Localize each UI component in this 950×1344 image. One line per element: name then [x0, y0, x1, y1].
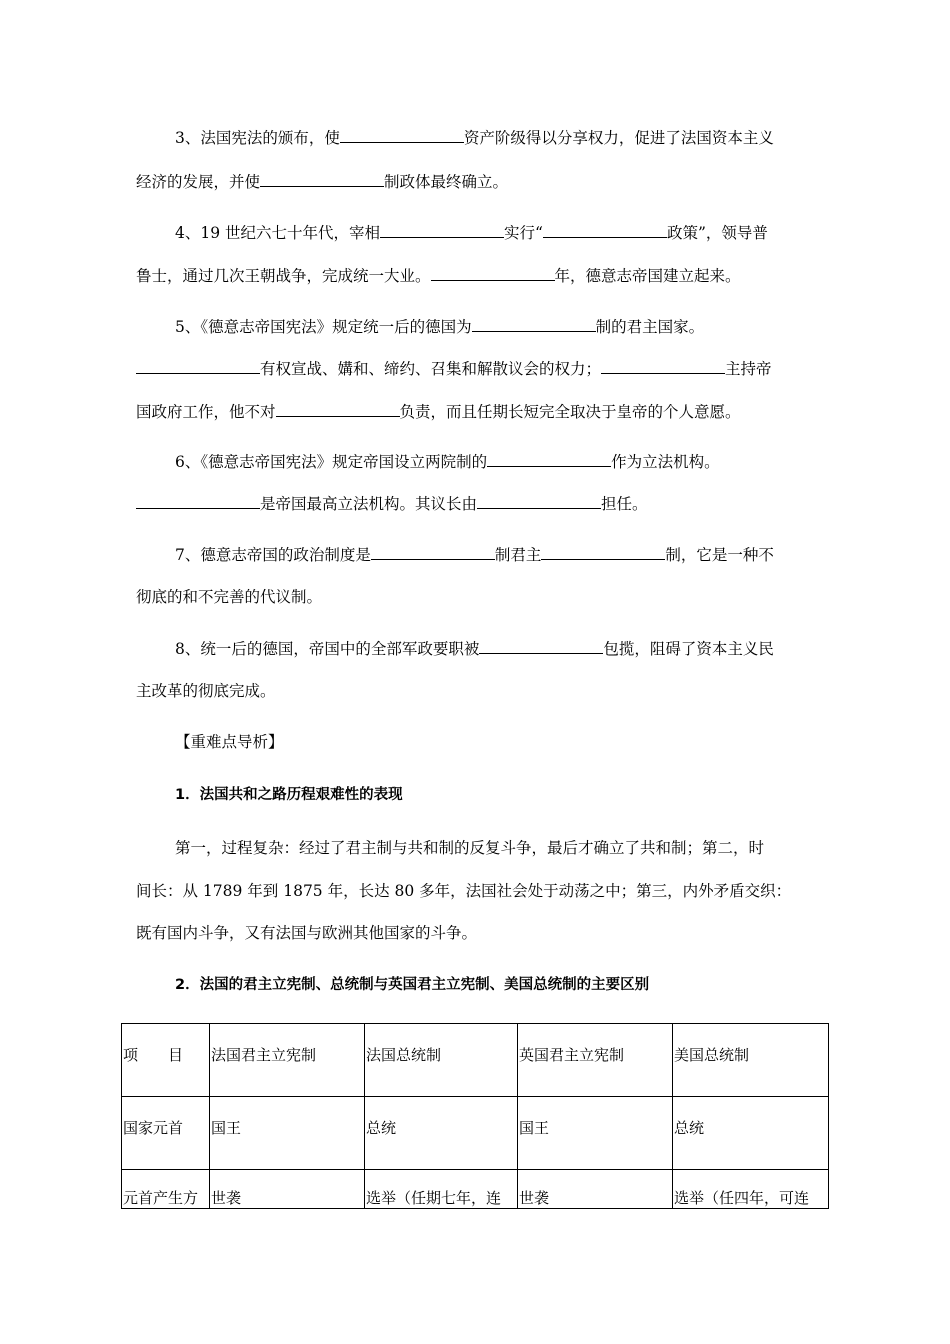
table-row [122, 1097, 829, 1170]
paragraph-1-line-2: 间长：从 1789 年到 1875 年，长达 80 多年，法国社会处于动荡之中；第三，内外矛盾交织： [136, 882, 792, 900]
heading-2: 2．法国的君主立宪制、总统制与英国君主立宪制、美国总统制的主要区别 [175, 977, 650, 993]
q4-line-1: 4、19 世纪六七十年代，宰相 实行“ 政策”，领导普 [175, 224, 768, 242]
table-cell: 国家元首 [122, 1097, 210, 1170]
fill-blank[interactable] [340, 127, 464, 143]
q7-line-1: 7、德意志帝国的政治制度是 制君主 制，它是一种不 [175, 546, 774, 564]
table-cell: 世袭 [210, 1170, 365, 1209]
fill-blank[interactable] [136, 358, 260, 374]
table-cell: 国王 [518, 1097, 673, 1170]
fill-blank[interactable] [541, 544, 665, 560]
q6-line-2: 是帝国最高立法机构。其议长由 担任。 [136, 493, 648, 514]
table-cell: 国王 [210, 1097, 365, 1170]
q5-line-1: 5、《德意志帝国宪法》规定统一后的德国为 制的君主国家。 [175, 318, 705, 336]
fill-blank[interactable] [601, 358, 725, 374]
table-cell: 选举（任四年，可连 [673, 1170, 829, 1209]
fill-blank[interactable] [380, 222, 504, 238]
table-cell: 法国君主立宪制 [210, 1024, 365, 1097]
table-cell: 美国总统制 [673, 1024, 829, 1097]
q5-line-3: 国政府工作，他不对 负责，而且任期长短完全取决于皇帝的个人意愿。 [136, 403, 741, 421]
table-cell: 英国君主立宪制 [518, 1024, 673, 1097]
q3-line-2: 经济的发展，并使 制政体最终确立。 [136, 173, 509, 191]
fill-blank[interactable] [477, 493, 601, 509]
fill-blank[interactable] [431, 265, 555, 281]
q5-line-2: 有权宣战、媾和、缔约、召集和解散议会的权力； 主持帝 [136, 358, 772, 379]
table-cell: 项 目 [122, 1024, 210, 1097]
heading-1: 1．法国共和之路历程艰难性的表现 [175, 787, 403, 803]
q8-line-1: 8、统一后的德国，帝国中的全部军政要职被 包揽，阻碍了资本主义民 [175, 640, 774, 658]
fill-blank[interactable] [136, 493, 260, 509]
fill-blank[interactable] [479, 638, 603, 654]
table-cell: 选举（任期七年，连 [365, 1170, 518, 1209]
fill-blank[interactable] [276, 401, 400, 417]
table-cell: 法国总统制 [365, 1024, 518, 1097]
paragraph-1-line-3: 既有国内斗争，又有法国与欧洲其他国家的斗争。 [136, 924, 478, 942]
fill-blank[interactable] [543, 222, 667, 238]
q3-line-1: 3、法国宪法的颁布，使 资产阶级得以分享权力，促进了法国资本主义 [175, 129, 774, 147]
q8-line-2: 主改革的彻底完成。 [136, 682, 276, 700]
fill-blank[interactable] [371, 544, 495, 560]
comparison-table [121, 1023, 829, 1209]
fill-blank[interactable] [472, 316, 596, 332]
table-cell: 总统 [673, 1097, 829, 1170]
fill-blank[interactable] [487, 451, 611, 467]
fill-blank[interactable] [260, 171, 384, 187]
table-header-row [122, 1024, 829, 1097]
section-title: 【重难点导析】 [175, 733, 284, 751]
q4-line-2: 鲁士，通过几次王朝战争，完成统一大业。 年，德意志帝国建立起来。 [136, 267, 741, 285]
q7-line-2: 彻底的和不完善的代议制。 [136, 588, 323, 606]
table-cell: 总统 [365, 1097, 518, 1170]
q6-line-1: 6、《德意志帝国宪法》规定帝国设立两院制的 作为立法机构。 [175, 453, 720, 471]
paragraph-1-line-1: 第一，过程复杂：经过了君主制与共和制的反复斗争，最后才确立了共和制；第二，时 [175, 839, 765, 857]
table-cell: 元首产生方 [122, 1170, 210, 1209]
table-cell: 世袭 [518, 1170, 673, 1209]
table-row [122, 1170, 829, 1209]
